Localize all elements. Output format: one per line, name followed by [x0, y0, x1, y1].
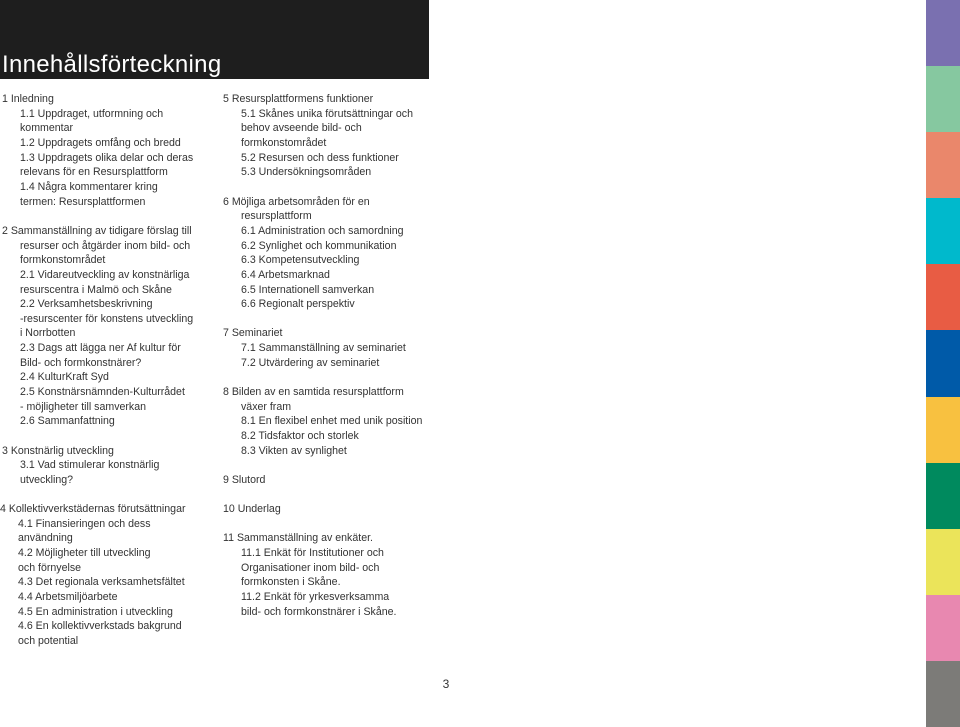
toc-subentry: 2.2 Verksamhetsbeskrivning: [20, 298, 153, 311]
toc-subentry: formkonsten i Skåne.: [241, 576, 341, 589]
page-title: Innehållsförteckning: [2, 51, 222, 78]
toc-subentry: 8.1 En flexibel enhet med unik position: [241, 415, 423, 428]
toc-entry: 4 Kollektivverkstädernas förutsättningar: [0, 503, 186, 515]
toc-subentry: användning: [18, 532, 73, 545]
toc-subentry: 1.4 Några kommentarer kring: [20, 180, 158, 193]
toc-subentry: 4.6 En kollektivverkstads bakgrund: [18, 620, 182, 633]
toc-spacer: [223, 458, 422, 473]
toc-column-4: [223, 502, 396, 619]
toc-subentry: kommentar: [20, 122, 73, 135]
toc-spacer: [223, 312, 422, 327]
toc-subentry: -resurscenter för konstens utveckling: [20, 312, 194, 325]
toc-subentry: 6.6 Regionalt perspektiv: [241, 298, 355, 311]
toc-subentry: 6.3 Kompetensutveckling: [241, 254, 360, 267]
color-tab: [926, 0, 960, 67]
toc-subentry: relevans för en Resursplattform: [20, 166, 168, 179]
toc-subentry: 2.4 KulturKraft Syd: [20, 371, 109, 384]
toc-spacer: [2, 429, 193, 444]
toc-entry: 10 Underlag: [223, 503, 281, 515]
toc-entry: 6 Möjliga arbetsområden för en: [223, 195, 370, 208]
toc-subentry: 3.1 Vad stimulerar konstnärlig: [20, 459, 160, 472]
toc-spacer: [2, 209, 193, 224]
toc-subentry: Organisationer inom bild- och: [241, 561, 380, 574]
toc-subentry: Bild- och formkonstnärer?: [20, 356, 142, 369]
toc-subentry: 1.3 Uppdragets olika delar och deras: [20, 151, 194, 164]
color-tab: [926, 463, 960, 530]
color-tab: [926, 595, 960, 662]
toc-spacer: [223, 517, 396, 532]
title-bar: [0, 0, 429, 79]
toc-column-2: [0, 502, 185, 649]
color-tab: [926, 529, 960, 596]
toc-subentry: 8.2 Tidsfaktor och storlek: [241, 430, 359, 443]
toc-column-3: [223, 92, 422, 488]
color-tab: [926, 397, 960, 464]
toc-subentry: resursplattform: [241, 210, 312, 223]
toc-subentry: 4.1 Finansieringen och dess: [18, 517, 151, 530]
toc-subentry: - möjligheter till samverkan: [20, 400, 146, 413]
toc-column-1: [2, 92, 193, 488]
toc-subentry: termen: Resursplattformen: [20, 195, 146, 208]
toc-subentry: behov avseende bild- och: [241, 122, 362, 135]
toc-entry: 1 Inledning: [2, 93, 54, 105]
page-number: 3: [442, 677, 450, 691]
toc-subentry: resurser och åtgärder inom bild- och: [20, 239, 191, 252]
toc-subentry: 4.3 Det regionala verksamhetsfältet: [18, 576, 185, 589]
toc-subentry: 2.3 Dags att lägga ner Af kultur för: [20, 342, 181, 355]
toc-subentry: 7.2 Utvärdering av seminariet: [241, 356, 380, 369]
color-tab: [926, 330, 960, 397]
toc-subentry: 2.5 Konstnärsnämnden-Kulturrådet: [20, 386, 185, 399]
color-tab: [926, 132, 960, 199]
toc-subentry: 6.4 Arbetsmarknad: [241, 268, 330, 281]
toc-subentry: 5.2 Resursen och dess funktioner: [241, 151, 399, 164]
toc-subentry: 6.1 Administration och samordning: [241, 224, 404, 237]
toc-subentry: bild- och formkonstnärer i Skåne.: [241, 605, 397, 618]
toc-subentry: formkonstområdet: [241, 136, 327, 149]
toc-subentry: 1.2 Uppdragets omfång och bredd: [20, 136, 181, 149]
toc-entry: 9 Slutord: [223, 474, 266, 486]
toc-subentry: 2.6 Sammanfattning: [20, 415, 115, 428]
color-tab-strip: [926, 0, 960, 727]
toc-subentry: 4.2 Möjligheter till utveckling: [18, 546, 151, 559]
toc-subentry: 11.1 Enkät för Institutioner och: [241, 546, 384, 559]
toc-subentry: resurscentra i Malmö och Skåne: [20, 283, 172, 296]
toc-subentry: 4.4 Arbetsmiljöarbete: [18, 590, 118, 603]
color-tab: [926, 264, 960, 331]
toc-entry: 5 Resursplattformens funktioner: [223, 93, 374, 105]
toc-entry: 11 Sammanställning av enkäter.: [223, 532, 373, 545]
toc-subentry: växer fram: [241, 400, 292, 413]
color-tab: [926, 661, 960, 727]
toc-subentry: 6.5 Internationell samverkan: [241, 283, 375, 296]
toc-subentry: 2.1 Vidareutveckling av konstnärliga: [20, 268, 190, 281]
toc-entry: 8 Bilden av en samtida resursplattform: [223, 386, 404, 399]
toc-subentry: och potential: [18, 634, 79, 647]
toc-subentry: 11.2 Enkät för yrkesverksamma: [241, 590, 390, 603]
toc-subentry: formkonstområdet: [20, 254, 106, 267]
toc-entry: 3 Konstnärlig utveckling: [2, 444, 114, 457]
toc-subentry: 7.1 Sammanställning av seminariet: [241, 342, 406, 355]
toc-subentry: utveckling?: [20, 474, 73, 487]
toc-entry: 2 Sammanställning av tidigare förslag till: [2, 224, 192, 237]
toc-subentry: 6.2 Synlighet och kommunikation: [241, 239, 397, 252]
toc-entry: 7 Seminariet: [223, 327, 283, 340]
toc-subentry: 5.1 Skånes unika förutsättningar och: [241, 107, 413, 120]
toc-spacer: [223, 180, 422, 195]
toc-subentry: 4.5 En administration i utveckling: [18, 605, 173, 618]
toc-subentry: 1.1 Uppdraget, utformning och: [20, 107, 164, 120]
toc-subentry: 5.3 Undersökningsområden: [241, 166, 372, 179]
toc-subentry: i Norrbotten: [20, 327, 76, 340]
toc-subentry: 8.3 Vikten av synlighet: [241, 444, 347, 457]
color-tab: [926, 198, 960, 265]
color-tab: [926, 66, 960, 133]
toc-subentry: och förnyelse: [18, 561, 82, 574]
toc-spacer: [223, 370, 422, 385]
